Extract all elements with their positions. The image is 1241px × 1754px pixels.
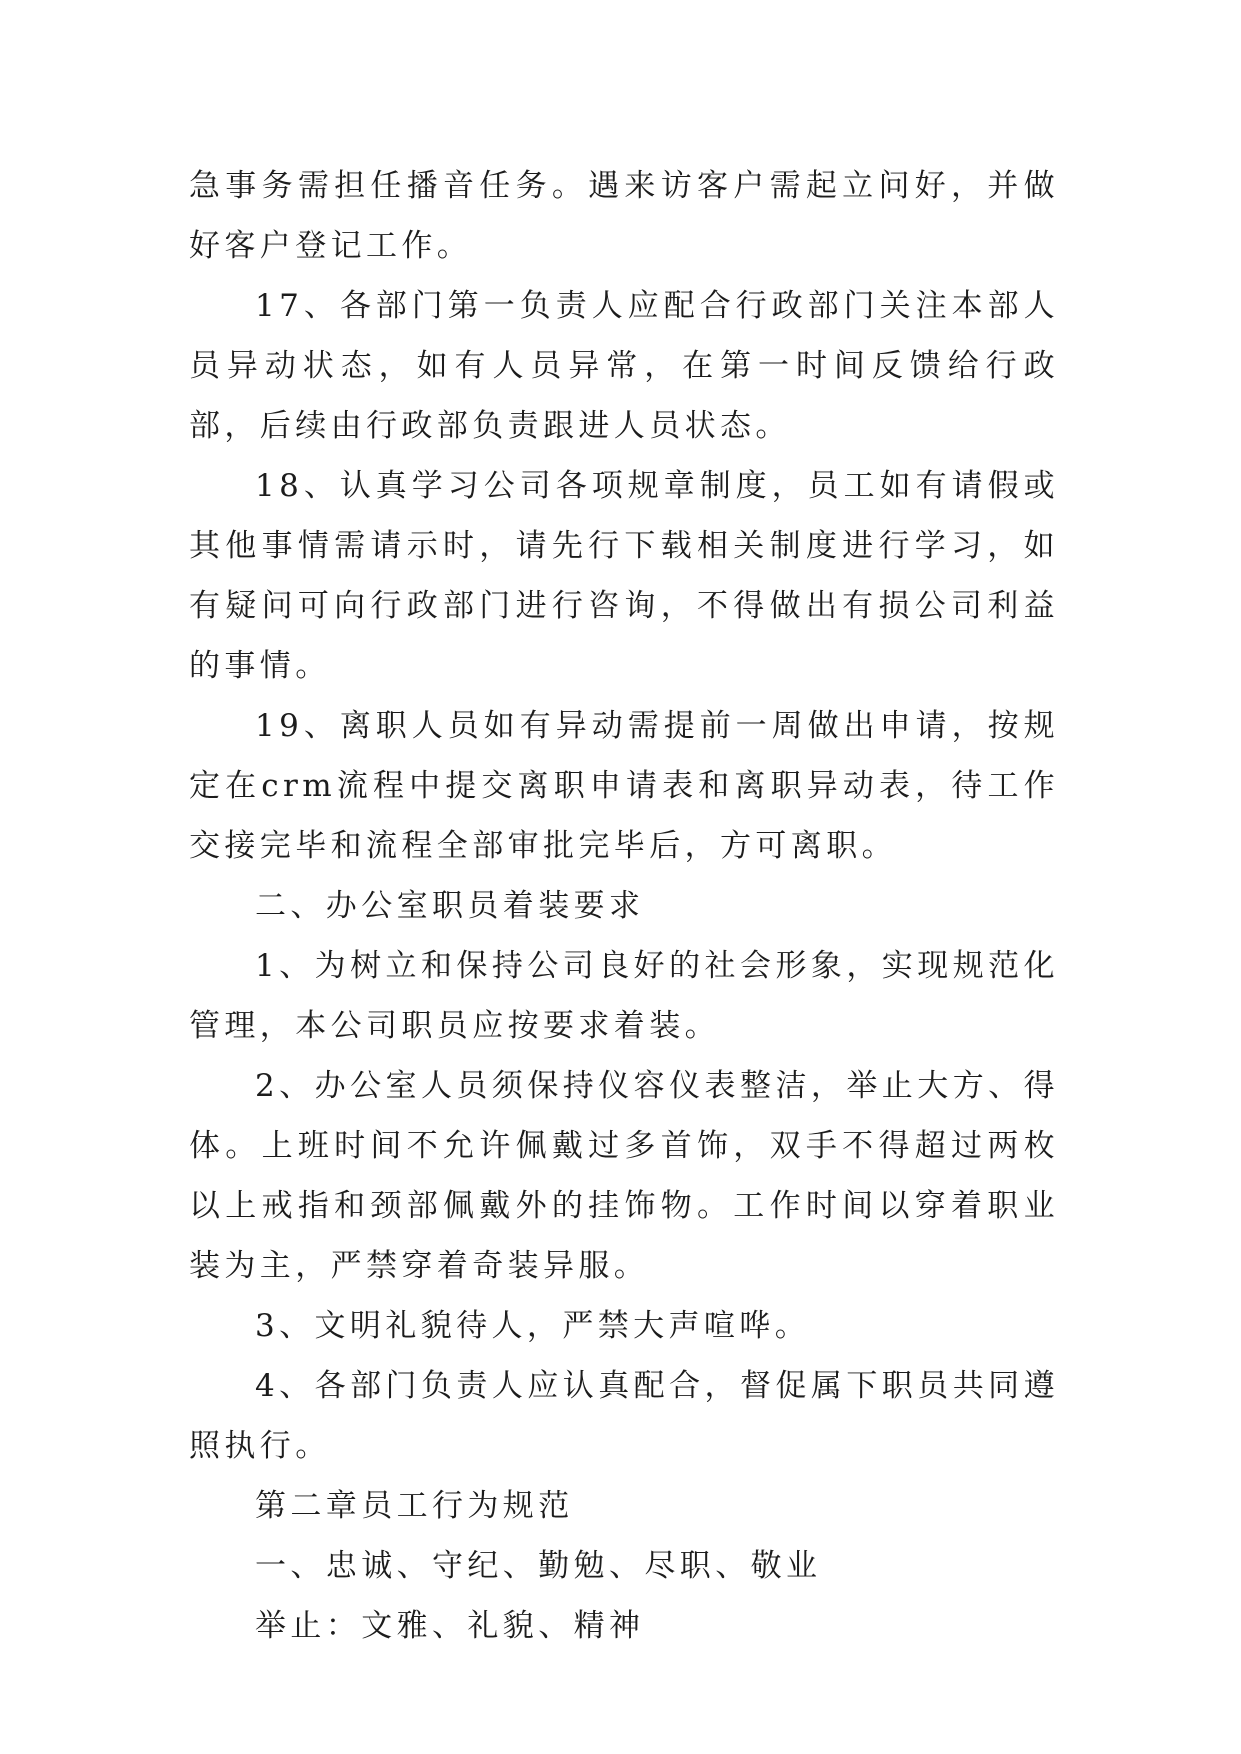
- paragraph-dress-1: 1、为树立和保持公司良好的社会形象，实现规范化管理，本公司职员应按要求着装。: [189, 948, 1059, 1044]
- paragraph-item-18: 18、认真学习公司各项规章制度，员工如有请假或其他事情需请示时，请先行下载相关制度进行学习，如有疑问可向行政部门进行咨询，不得做出有损公司利益的事情。: [189, 468, 1059, 684]
- paragraph-dress-2: 2、办公室人员须保持仪容仪表整洁，举止大方、得体。上班时间不允许佩戴过多首饰，双手不得超过两枚以上戒指和颈部佩戴外的挂饰物。工作时间以穿着职业装为主，严禁穿着奇装异服。: [189, 1068, 1059, 1284]
- section-heading-loyalty: 一、忠诚、守纪、勤勉、尽职、敬业: [255, 1548, 822, 1584]
- paragraph-item-17: 17、各部门第一负责人应配合行政部门关注本部人员异动状态，如有人员异常，在第一时间反馈给行政部，后续由行政部负责跟进人员状态。: [189, 288, 1059, 444]
- section-heading-dress-code: 二、办公室职员着装要求: [255, 888, 645, 924]
- paragraph-dress-4: 4、各部门负责人应认真配合，督促属下职员共同遵照执行。: [189, 1368, 1059, 1464]
- paragraph-manners: 举止：文雅、礼貌、精神: [255, 1608, 645, 1644]
- paragraph-dress-3: 3、文明礼貌待人，严禁大声喧哗。: [255, 1308, 811, 1344]
- paragraph-item-19: 19、离职人员如有异动需提前一周做出申请，按规定在crm流程中提交离职申请表和离职异动表，待工作交接完毕和流程全部审批完毕后，方可离职。: [189, 708, 1059, 864]
- document-body: [189, 156, 1059, 1656]
- chapter-heading: 第二章员工行为规范: [255, 1488, 574, 1524]
- paragraph-continuation: 急事务需担任播音任务。遇来访客户需起立问好，并做好客户登记工作。: [189, 168, 1059, 264]
